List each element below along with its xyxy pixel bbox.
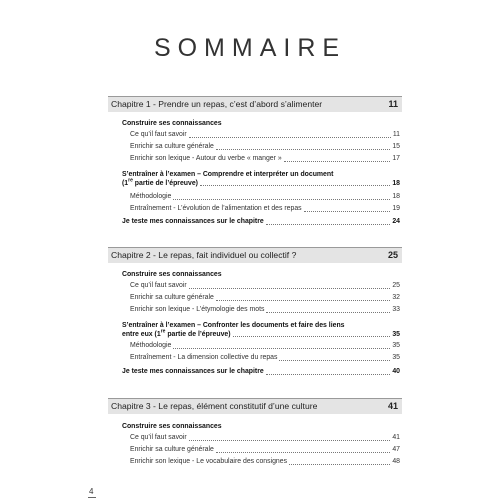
chapter-page: 11: [388, 99, 398, 109]
chapter-2-header[interactable]: [108, 247, 402, 263]
chapter-page: 41: [387, 401, 398, 411]
chapter-page: 25: [387, 250, 398, 260]
toc-entry[interactable]: Enrichir sa culture générale 15: [130, 143, 400, 150]
toc-exam-entry[interactable]: S’entraîner à l’examen – Confronter les documents et faire des liens entre eux (1re partie de l’épreuve) 35: [122, 322, 400, 338]
toc-entry[interactable]: Enrichir sa culture générale 32: [130, 294, 400, 301]
chapter-3-header[interactable]: [108, 398, 402, 414]
toc-entry[interactable]: Ce qu’il faut savoir 41: [130, 434, 400, 441]
toc-entry[interactable]: Entraînement - L’évolution de l’alimentation et des repas 19: [130, 205, 400, 212]
page-number: 4: [89, 487, 94, 496]
toc-entry[interactable]: Méthodologie 35: [130, 342, 400, 349]
toc-entry[interactable]: Enrichir son lexique - L’étymologie des mots 33: [130, 306, 400, 313]
chapter-title: Chapitre 2 - Le repas, fait individuel ou collectif ?: [111, 250, 297, 260]
page-number-rule: [88, 497, 96, 498]
toc-test-entry[interactable]: Je teste mes connaissances sur le chapitre 40: [122, 368, 400, 375]
toc-entry[interactable]: Ce qu’il faut savoir 25: [130, 282, 400, 289]
toc-entry[interactable]: Ce qu’il faut savoir 11: [130, 131, 400, 138]
toc-entry[interactable]: Enrichir son lexique - Le vocabulaire des consignes 48: [130, 458, 400, 465]
page-title: SOMMAIRE: [153, 34, 347, 62]
toc-test-entry[interactable]: Je teste mes connaissances sur le chapitre 24: [122, 218, 400, 225]
toc-entry[interactable]: Méthodologie 18: [130, 193, 400, 200]
toc-section-heading: Construire ses connaissances: [122, 423, 222, 430]
chapter-1-header[interactable]: [108, 96, 402, 112]
chapter-title: Chapitre 1 - Prendre un repas, c’est d’abord s’alimenter: [111, 99, 323, 109]
toc-entry[interactable]: Enrichir sa culture générale 47: [130, 446, 400, 453]
toc-entry[interactable]: Entraînement - La dimension collective du repas 35: [130, 354, 400, 361]
toc-section-heading: Construire ses connaissances: [122, 271, 222, 278]
toc-section-heading: Construire ses connaissances: [122, 120, 222, 127]
toc-exam-entry[interactable]: S’entraîner à l’examen – Comprendre et interpréter un document (1re partie de l’épreuve) 18: [122, 171, 400, 187]
toc-entry[interactable]: Enrichir son lexique - Autour du verbe « manger » 17: [130, 155, 400, 162]
chapter-title: Chapitre 3 - Le repas, élément constitutif d’une culture: [111, 401, 318, 411]
